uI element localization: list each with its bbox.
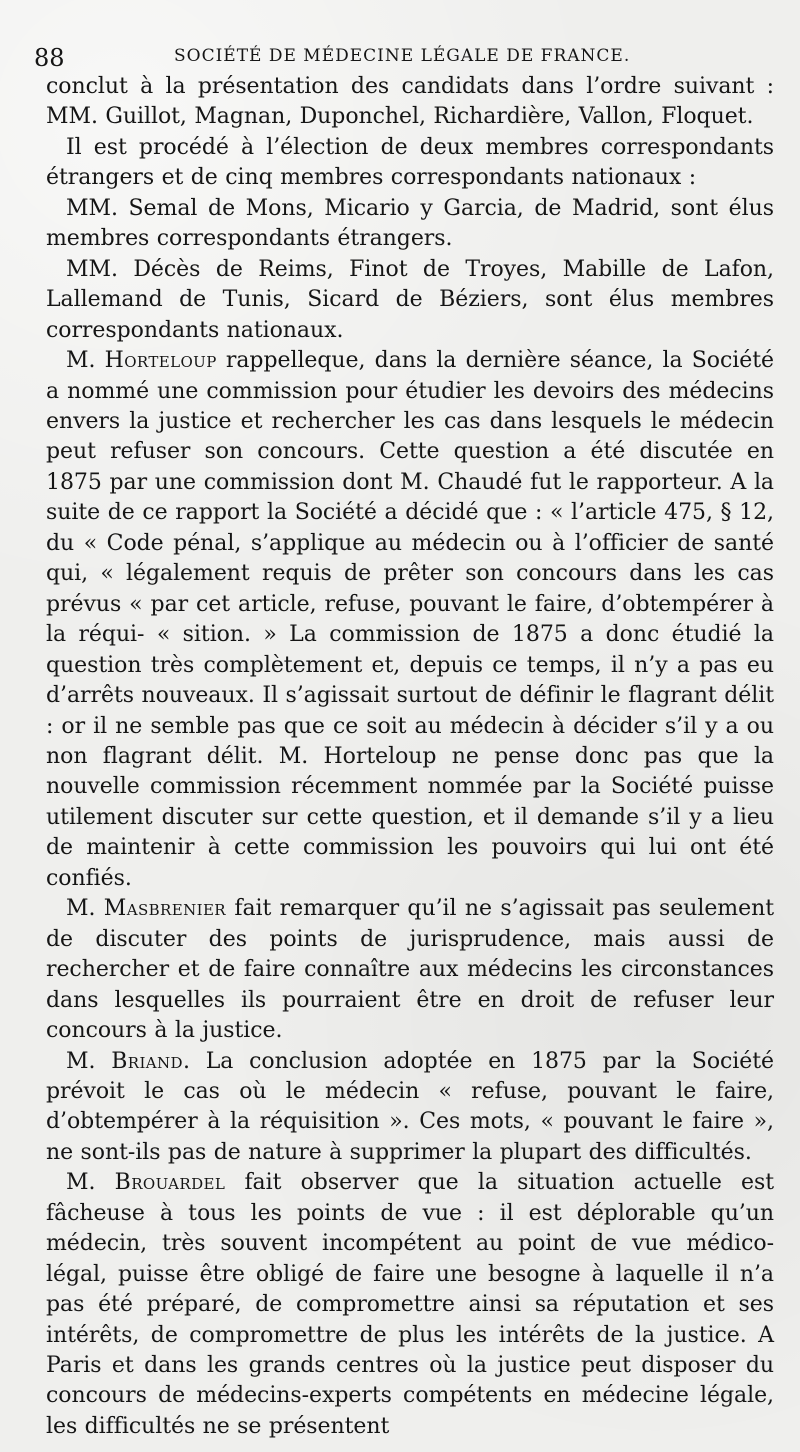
paragraph-text: conclut à la présentation des candidats dans l’ordre suivant : MM. Guillot, Magnan, Duponchel, Richardière, Vallon, Floquet. xyxy=(46,74,774,130)
paragraph-masbrenier xyxy=(46,894,774,1046)
page-number: 88 xyxy=(34,44,65,72)
paragraph-text: fait remarquer qu’il ne s’agissait pas seulement de discuter des points de jurisprudence, mais aussi de rechercher et de faire connaître aux médecins les circonstances dans lesquelles ils pourraient être en droit de refuser leur concours à la justice. xyxy=(46,896,774,1044)
paragraph-brouardel xyxy=(46,1168,774,1442)
speaker-name: Briand xyxy=(111,1048,183,1074)
paragraph-text: Il est procédé à l’élection de deux membres correspondants étrangers et de cinq membres correspondants nationaux : xyxy=(46,134,774,191)
paragraph-text: rappelleque, dans la dernière séance, la Société a nommé une commission pour étudier les devoirs des médecins envers la justice et rechercher les cas dans lesquels le médecin peut refuser son concours. Cette question a été discutée en 1875 par une commission dont M. Chaudé fut le rapporteur. A la suite de ce rapport la Société a décidé que : « l’article 475, § 12, du « Code pénal, s’applique au médecin ou à l’officier de santé qui, « légalement requis de prêter son concours dans les cas prévus « par cet article, refuse, pouvant le faire, d’obtempérer à la réqui- « sition. » La commission de 1875 a donc étudié la question très complètement et, depuis ce temps, il n’y a pas eu d’arrêts nouveaux. Il s’agissait surtout de définir le flagrant délit : or il ne semble pas que ce soit au médecin à décider s’il y a ou non flagrant délit. M. Horteloup ne pense donc pas que la nouvelle commission récemment nommée par la Société puisse utilement discuter sur cette question, et il demande s’il y a lieu de maintenir à cette commission les pouvoirs qui lui ont été confiés. xyxy=(46,348,774,891)
speaker-name: Horteloup xyxy=(104,348,217,374)
paragraph-text: fait observer que la situation actuelle est fâcheuse à tous les points de vue : il est déplorable qu’un médecin, très souvent incompétent au point de vue médico-légal, puisse être obligé de faire une besogne à laquelle il n’a pas été préparé, de compromettre ainsi sa réputation et ses intérêts, de compromettre de plus les intérêts de la justice. A Paris et dans les grands centres où la justice peut disposer du concours de médecins-experts compétents en médecine légale, les difficultés ne se présentent xyxy=(46,1170,774,1439)
paragraph-briand xyxy=(46,1047,774,1169)
running-head: SOCIÉTÉ DE MÉDECINE LÉGALE DE FRANCE. xyxy=(174,46,631,66)
speaker-prefix: M. xyxy=(66,896,104,922)
paragraph-text: . La conclusion adoptée en 1875 par la Société prévoit le cas où le médecin « refuse, pouvant le faire, d’obtempérer à la réquisition ». Ces mots, « pouvant le faire », ne sont-ils pas de nature à supprimer la plupart des difficultés. xyxy=(46,1048,774,1165)
page-header xyxy=(34,42,774,72)
speaker-prefix: M. xyxy=(66,348,105,374)
document-body xyxy=(46,72,774,1442)
speaker-prefix: M. xyxy=(66,1048,112,1074)
paragraph-national-members xyxy=(46,255,774,346)
paragraph-foreign-members xyxy=(46,194,774,255)
paragraph-text: MM. Semal de Mons, Micario y Garcia, de Madrid, sont élus membres correspondants étrangers. xyxy=(46,195,774,252)
speaker-name: Masbrenier xyxy=(103,896,226,922)
paragraph-conclusion xyxy=(46,72,774,133)
paragraph-election xyxy=(46,133,774,194)
paragraph-horteloup xyxy=(46,346,774,894)
speaker-name: Brouardel xyxy=(114,1170,226,1196)
paragraph-text: MM. Décès de Reims, Finot de Troyes, Mabille de Lafon, Lallemand de Tunis, Sicard de Béziers, sont élus membres correspondants nationaux. xyxy=(46,256,774,343)
speaker-prefix: M. xyxy=(66,1170,115,1196)
